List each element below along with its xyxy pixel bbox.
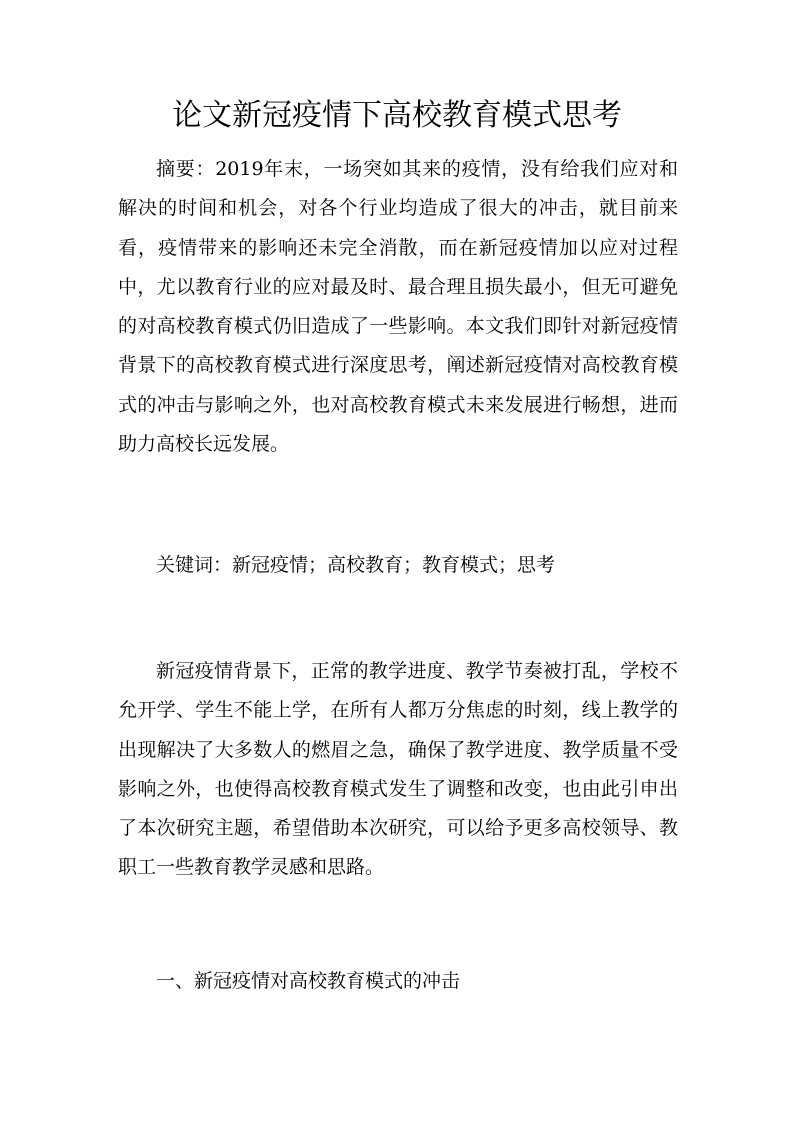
document-title: 论文新冠疫情下高校教育模式思考	[172, 98, 622, 133]
keywords-line: 关键词：新冠疫情；高校教育；教育模式；思考	[156, 554, 556, 576]
intro-paragraph: 新冠疫情背景下，正常的教学进度、教学节奏被打乱，学校不允开学、学生不能上学，在所有人都万分焦虑的时刻，线上教学的出现解决了大多数人的燃眉之急，确保了教学进度、教学质量不受影响之外，也使得高校教育模式发生了调整和改变，也由此引申出了本次研究主题，希望借助本次研究，可以给予更多高校领导、教职工一些教育教学灵感和思路。	[118, 660, 678, 879]
abstract-paragraph: 摘要：2019年末，一场突如其来的疫情，没有给我们应对和解决的时间和机会，对各个行业均造成了很大的冲击，就目前来看，疫情带来的影响还未完全消散，而在新冠疫情加以应对过程中，尤以教育行业的应对最及时、最合理且损失最小，但无可避免的对高校教育模式仍旧造成了一些影响。本文我们即针对新冠疫情背景下的高校教育模式进行深度思考，阐述新冠疫情对高校教育模式的冲击与影响之外，也对高校教育模式未来发展进行畅想，进而助力高校长远发展。	[118, 158, 678, 456]
section-heading: 一、新冠疫情对高校教育模式的冲击	[156, 970, 461, 992]
